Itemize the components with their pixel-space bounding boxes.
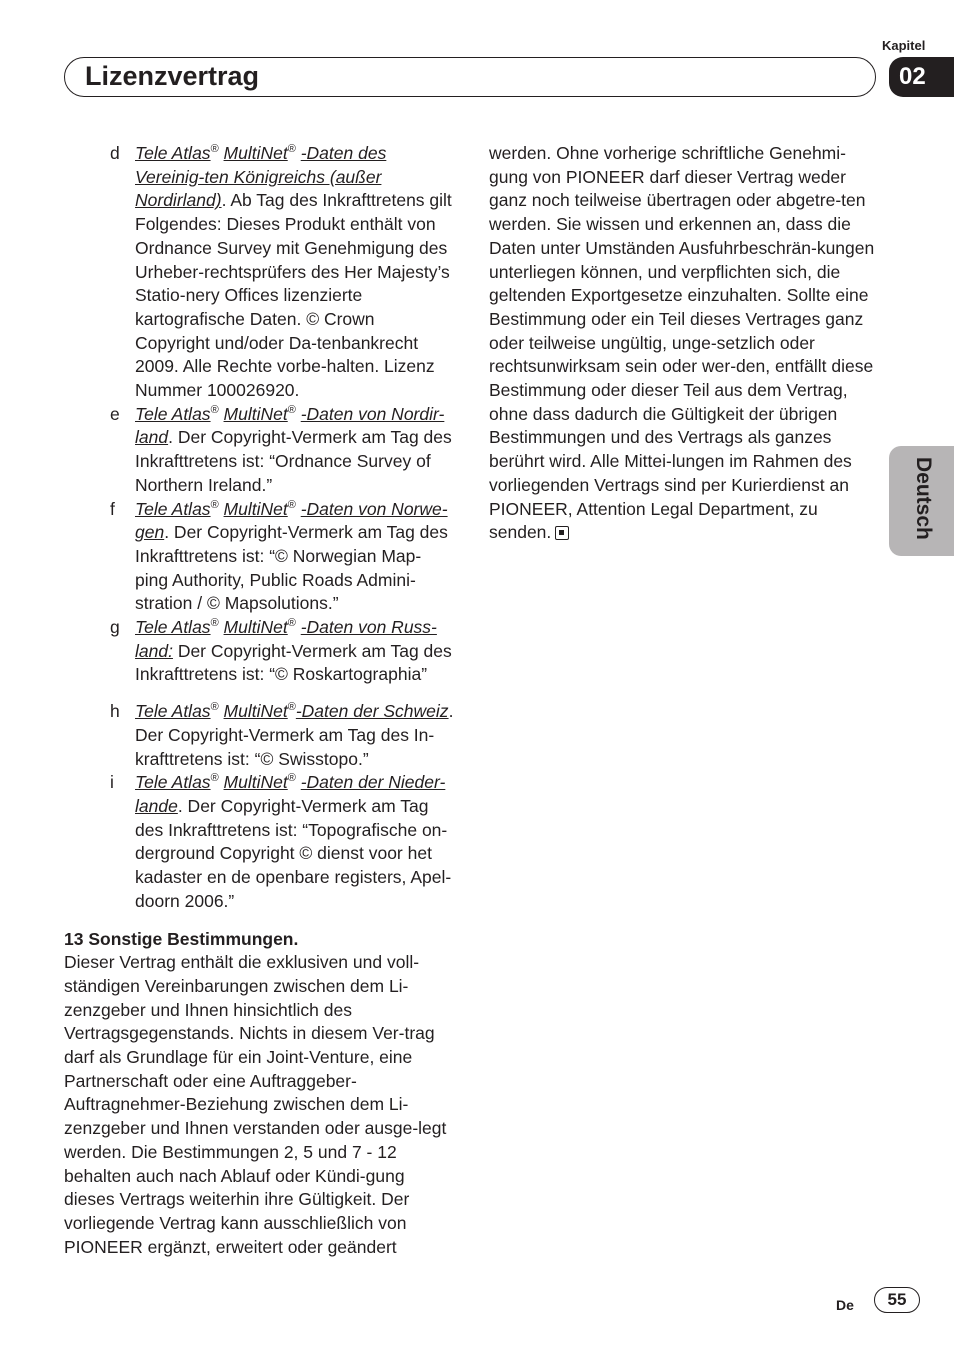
section-heading: 13 Sonstige Bestimmungen. [64,928,299,949]
registered-mark: ® [287,143,296,156]
list-item-letter: i [110,772,114,793]
list-item-letter: f [110,498,115,519]
brand-tele-atlas: Tele Atlas [135,403,211,424]
brand-multinet: MultiNet [223,143,288,163]
data-name-text: -Daten der Schweiz [295,701,449,722]
item-body-text: . Der Copyright-Vermerk am Tag des In-krafttretens ist: “© Swisstopo.” [135,701,454,769]
item-body-text: . Der Copyright-Vermerk am Tag des Inkrafttretens ist: “© Norwegian Map-ping Authority, Public Roads Admini-stration / © Mapsolutions.” [135,522,448,614]
list-item-e [64,403,454,498]
brand-multinet: MultiNet [223,701,288,722]
registered-mark: ® [287,617,296,630]
language-side-tab-label: Deutsch [912,457,935,540]
registered-mark: ® [210,701,219,714]
chapter-label: Kapitel [882,38,926,53]
brand-tele-atlas: Tele Atlas [135,772,211,793]
brand-tele-atlas: Tele Atlas [135,701,211,722]
brand-multinet: MultiNet [223,617,288,638]
registered-mark: ® [287,701,296,714]
section-body: Dieser Vertrag enthält die exklusiven und voll-ständigen Vereinbarungen zwischen dem Li-zenzgeber und Ihnen hinsichtlich des Vertragsgegenstands. Nichts in diesem Ver-trag darf als Grundlage für ein Joint-Venture, eine Partnerschaft oder eine Auftraggeber-Auftragnehmer-Beziehung zwischen dem Li-zenzgeber und Ihnen verstanden oder ausge-legt werden. Die Bestimmungen 2, 5 und 7 - 12 behalten auch nach Ablauf oder Kündi-gung dieses Vertrags weiterhin ihre Gültigkeit. Der vorliegende Vertrag kann ausschließlich von PIONEER ergänzt, erweitert oder geändert [64,952,447,1257]
list-item-f [64,498,454,617]
right-column-text: werden. Ohne vorherige schriftliche Genehmi-gung von PIONEER darf dieser Vertrag weder ganz noch teilweise übertragen oder abgetre-ten werden. Sie wissen und erkennen an, dass die Daten unter Umständen Ausfuhrbeschrän-kungen unterliegen können, und verpflichten sich, die geltenden Exportgesetze einzuhalten. Sollte eine Bestimmung oder ein Teil dieses Vertrages ganz oder teilweise ungültig, unge-setzlich oder rechtsunwirksam sein oder wer-den, entfällt diese Bestimmung oder dieser Teil aus dem Vertrag, ohne dass dadurch die Gültigkeit der übrigen Bestimmungen und des Vertrags als ganzes berührt wird. Alle Mittei-lungen im Rahmen des vorliegenden Vertrags sind per Kurierdienst an PIONEER, Attention Legal Department, zu senden. [489,143,875,543]
brand-tele-atlas: Tele Atlas [135,617,211,638]
spacer [64,687,454,700]
registered-mark: ® [210,772,219,785]
data-name-text: -Daten von Nordir-land [135,403,445,448]
list-item-i [64,771,454,913]
brand-multinet: MultiNet [223,772,288,793]
registered-mark: ® [210,143,219,156]
item-body-text: Der Copyright-Vermerk am Tag des Inkrafttretens ist: “© Roskartographia” [135,640,452,685]
data-name-text: -Daten von Russ-land: [135,617,437,661]
item-body-text: . Der Copyright-Vermerk am Tag des Inkrafttretens ist: “Ordnance Survey of Northern Ireland.” [135,427,452,495]
list-item-letter: d [110,143,120,163]
list-item-letter: e [110,403,120,424]
registered-mark: ® [287,403,296,416]
page-title: Lizenzvertrag [85,61,260,91]
registered-mark: ® [287,772,296,785]
list-item-d [64,142,454,403]
data-name-text: -Daten des Vereinig-ten Königreichs (außer Nordirland) [135,143,387,211]
list-item-h [64,700,454,771]
page-title-bar [64,57,876,97]
brand-tele-atlas: Tele Atlas [135,143,211,163]
left-column [64,142,454,1259]
end-of-section-icon [555,526,569,540]
item-body-text: . Ab Tag des Inkrafttretens gilt Folgendes: Dieses Produkt enthält von Ordnance Survey mit Genehmigung des Urheber-rechtsprüfers des Her Majesty’s Statio-nery Offices lizenzierte kartografische Daten. © Crown Copyright und/oder Da-tenbankrecht 2009. Alle Rechte vorbe-halten. Lizenz Nummer 100026920. [135,190,452,401]
brand-tele-atlas: Tele Atlas [135,498,211,519]
page-number: 55 [874,1287,920,1313]
list-item-g [64,616,454,687]
registered-mark: ® [210,617,219,630]
list-item-letter: g [110,617,120,638]
language-code: De [836,1297,854,1313]
chapter-number-badge: 02 [889,57,954,97]
registered-mark: ® [210,403,219,416]
data-name-text: -Daten der Nieder-lande [135,772,446,816]
registered-mark: ® [287,498,296,511]
right-column [489,142,881,545]
registered-mark: ® [210,498,219,511]
brand-multinet: MultiNet [223,498,288,519]
item-body-text: . Der Copyright-Vermerk am Tag des Inkrafttretens ist: “Topografische on-derground Copyright © dienst voor het kadaster en de openbare registers, Apel-doorn 2006.” [135,795,452,911]
list-item-letter: h [110,701,120,722]
data-name-text: -Daten von Norwe-gen [135,498,448,543]
brand-multinet: MultiNet [223,403,288,424]
